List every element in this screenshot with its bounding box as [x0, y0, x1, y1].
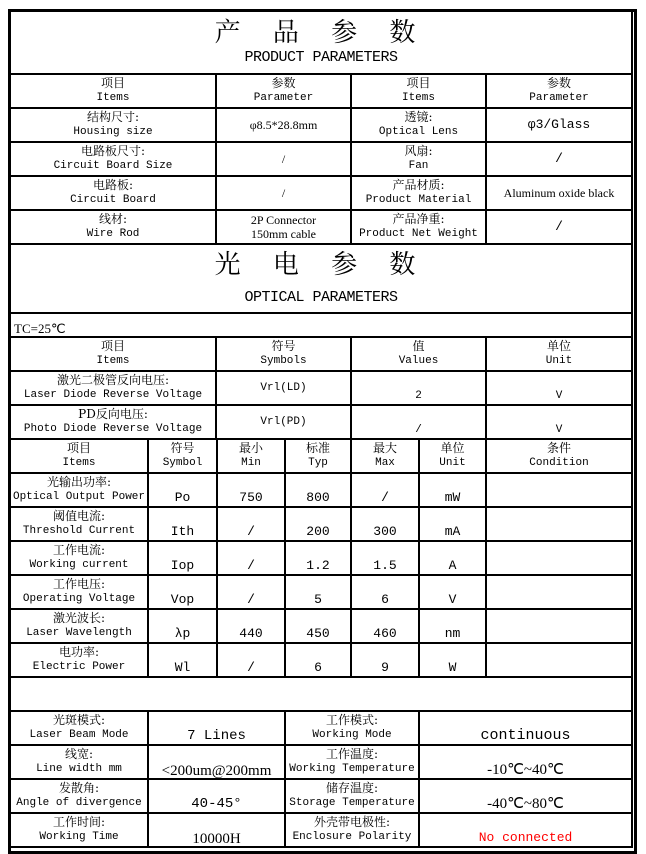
cell-text: 800: [306, 490, 330, 505]
cell-text: Values: [398, 355, 439, 367]
bottom-value: [420, 712, 633, 746]
reverse-voltage-item: [11, 372, 217, 406]
cell-text: 2: [415, 390, 422, 402]
cell-text: /: [247, 660, 255, 675]
product-header: [11, 75, 217, 109]
value: /: [281, 186, 286, 200]
value: No connected: [478, 830, 573, 845]
cell-text: 工作电流:: [52, 543, 106, 557]
test-condition: [11, 314, 633, 338]
value: φ8.5*28.8mm: [249, 118, 318, 132]
cell-text: Po: [174, 490, 191, 505]
cell-text: 激光波长:: [52, 611, 106, 625]
spec-max: [352, 610, 420, 644]
spec-typ: [286, 474, 352, 508]
cell-text: 最大: [372, 441, 397, 455]
cell-text: /: [247, 592, 255, 607]
blank-row: [11, 678, 633, 712]
cell-text: 电功率:: [58, 645, 100, 659]
cell-text: A: [448, 558, 457, 573]
cell-text: PD反向电压:: [78, 407, 148, 421]
bottom-value: [420, 780, 633, 814]
spec-max: [352, 508, 420, 542]
cell-text: 300: [373, 524, 397, 539]
spec-min: [218, 610, 286, 644]
cell-text: Electric Power: [32, 661, 126, 673]
cell-text: 工作电压:: [52, 577, 106, 591]
title-en: PRODUCT PARAMETERS: [244, 48, 398, 66]
cell-text: Unit: [439, 457, 466, 469]
product-value: [487, 143, 633, 177]
spec-item: [11, 644, 149, 678]
cell-text: 符号: [170, 441, 195, 455]
product-value: [217, 109, 352, 143]
header-cn: 项目: [100, 76, 125, 90]
spec-unit: [420, 508, 487, 542]
spec-header: [352, 440, 420, 474]
cell-text: Operating Voltage: [22, 593, 136, 605]
title-cn: 产 品 参 数: [214, 17, 428, 48]
cell-text: Product Material: [365, 194, 472, 206]
cell-text: Line width mm: [36, 763, 122, 775]
title-cn: 光 电 参 数: [214, 249, 428, 280]
spec-condition: [487, 610, 633, 644]
spec-header: [420, 440, 487, 474]
cell-text: Condition: [529, 457, 589, 469]
cell-text: Working Time: [39, 831, 119, 843]
cell-text: Items: [96, 355, 130, 367]
value: continuous: [480, 727, 571, 744]
cell-text: 值: [412, 339, 425, 353]
value: /: [281, 152, 286, 166]
bottom-item: [11, 814, 149, 848]
spec-min: [218, 576, 286, 610]
value: 10000H: [192, 831, 241, 847]
reverse-voltage-value: [352, 406, 487, 440]
cell-text: 440: [239, 626, 263, 641]
product-item: [352, 177, 487, 211]
condition: TC=25℃: [14, 321, 66, 336]
cell-text: Working Temperature: [289, 763, 415, 775]
cell-text: Optical Lens: [378, 126, 459, 138]
value: 2P Connector: [250, 213, 317, 227]
spec-min: [218, 474, 286, 508]
cell-text: Angle of divergence: [16, 797, 142, 809]
bottom-value: [149, 814, 286, 848]
bottom-value: [149, 746, 286, 780]
reverse-voltage-value: [352, 372, 487, 406]
cell-text: Laser Beam Mode: [29, 729, 129, 741]
spec-typ: [286, 644, 352, 678]
spec-symbol: [149, 508, 218, 542]
reverse-voltage-unit: [487, 372, 633, 406]
cell-text: Working current: [29, 559, 129, 571]
cell-text: 460: [373, 626, 397, 641]
product-item: [352, 211, 487, 245]
spec-item: [11, 542, 149, 576]
spec-max: [352, 542, 420, 576]
spec-header: [149, 440, 218, 474]
cell-text: Laser Wavelength: [26, 627, 132, 639]
spec-header: [218, 440, 286, 474]
cell-text: 储存温度:: [325, 781, 379, 795]
spec-unit: [420, 474, 487, 508]
spec-condition: [487, 474, 633, 508]
cell-text: Items: [62, 457, 96, 469]
header-cn: 参数: [546, 76, 571, 90]
spec-symbol: [149, 644, 218, 678]
value: φ3/Glass: [527, 117, 591, 132]
product-item: [352, 143, 487, 177]
spec-condition: [487, 576, 633, 610]
cell-text: /: [247, 558, 255, 573]
header-en: Parameter: [529, 92, 589, 104]
cell-text: Min: [241, 457, 261, 469]
cell-text: 200: [306, 524, 330, 539]
product-header: [217, 75, 352, 109]
cell-text: Symbol: [162, 457, 203, 469]
cell-text: mW: [444, 490, 461, 505]
spec-min: [218, 644, 286, 678]
cell-text: Vrl(LD): [260, 381, 307, 394]
product-item: [352, 109, 487, 143]
spec-item: [11, 610, 149, 644]
value: /: [555, 151, 563, 166]
bottom-value: [149, 712, 286, 746]
value: Aluminum oxide black: [503, 186, 615, 200]
spec-unit: [420, 576, 487, 610]
cell-text: 结构尺寸:: [86, 110, 140, 124]
spec-typ: [286, 610, 352, 644]
optical-header: [217, 338, 352, 372]
product-item: [11, 211, 217, 245]
cell-text: 电路板:: [92, 178, 134, 192]
cell-text: 单位: [440, 441, 465, 455]
product-value: [487, 109, 633, 143]
polarity-value: [420, 814, 633, 848]
cell-text: W: [448, 660, 457, 675]
cell-text: /: [381, 490, 389, 505]
cell-text: Circuit Board: [70, 194, 156, 206]
cell-text: 1.5: [373, 558, 397, 573]
cell-text: 阈值电流:: [52, 509, 106, 523]
spec-condition: [487, 542, 633, 576]
product-value: [487, 177, 633, 211]
cell-text: Symbols: [260, 355, 307, 367]
cell-text: Laser Diode Reverse Voltage: [23, 389, 203, 401]
spec-typ: [286, 576, 352, 610]
cell-text: Enclosure Polarity: [292, 831, 412, 843]
cell-text: Unit: [545, 355, 573, 367]
optical-header: [352, 338, 487, 372]
cell-text: 产品净重:: [392, 212, 445, 226]
cell-text: 工作温度:: [325, 747, 379, 761]
cell-text: Max: [375, 457, 395, 469]
cell-text: Fan: [408, 160, 429, 172]
spec-min: [218, 542, 286, 576]
cell-text: Ith: [170, 524, 195, 539]
optical-header: [11, 338, 217, 372]
spec-header: [487, 440, 633, 474]
cell-text: λp: [174, 626, 191, 641]
cell-text: 产品材质:: [392, 178, 445, 192]
value: -10℃~40℃: [487, 762, 564, 778]
cell-text: Housing size: [73, 126, 153, 138]
cell-text: 电路板尺寸:: [80, 144, 146, 158]
spec-symbol: [149, 576, 218, 610]
cell-text: 光输出功率:: [46, 475, 112, 489]
bottom-item: [286, 712, 420, 746]
spec-symbol: [149, 542, 218, 576]
cell-text: 6: [381, 592, 389, 607]
cell-text: /: [415, 424, 422, 436]
spec-unit: [420, 644, 487, 678]
optical-header: [487, 338, 633, 372]
header-en: Items: [96, 92, 130, 104]
spec-unit: [420, 610, 487, 644]
reverse-voltage-symbol: [217, 406, 352, 440]
cell-text: 发散角:: [58, 781, 100, 795]
title-en: OPTICAL PARAMETERS: [244, 288, 398, 306]
cell-text: 5: [314, 592, 322, 607]
spec-typ: [286, 508, 352, 542]
reverse-voltage-item: [11, 406, 217, 440]
reverse-voltage-symbol: [217, 372, 352, 406]
spec-typ: [286, 542, 352, 576]
spec-condition: [487, 508, 633, 542]
cell-text: 线宽:: [64, 747, 94, 761]
cell-text: 线材:: [98, 212, 128, 226]
cell-text: Product Net Weight: [359, 228, 478, 240]
value: <200um@200mm: [161, 763, 272, 779]
product-value: [487, 211, 633, 245]
bottom-item: [11, 712, 149, 746]
cell-text: Wire Rod: [86, 228, 140, 240]
cell-text: 透镜:: [404, 110, 433, 124]
reverse-voltage-unit: [487, 406, 633, 440]
value: /: [555, 219, 563, 234]
header-cn: 参数: [271, 76, 296, 90]
spec-header: [286, 440, 352, 474]
cell-text: 750: [239, 490, 263, 505]
spec-max: [352, 474, 420, 508]
bottom-item: [11, 780, 149, 814]
bottom-value: [149, 780, 286, 814]
spec-symbol: [149, 474, 218, 508]
value: 150mm cable: [251, 227, 316, 241]
cell-text: Wl: [174, 660, 191, 675]
spec-item: [11, 474, 149, 508]
cell-text: 激光二极管反向电压:: [56, 373, 170, 387]
spec-item: [11, 508, 149, 542]
bottom-item: [11, 746, 149, 780]
cell-text: Vrl(PD): [260, 415, 307, 428]
cell-text: Working Mode: [312, 729, 392, 741]
cell-text: 风扇:: [404, 144, 433, 158]
cell-text: Circuit Board Size: [53, 160, 173, 172]
header-en: Parameter: [253, 92, 314, 104]
spec-min: [218, 508, 286, 542]
optical-title: [11, 245, 633, 314]
cell-text: 最小: [238, 441, 263, 455]
cell-text: 工作时间:: [52, 815, 106, 829]
bottom-item: [286, 746, 420, 780]
spec-unit: [420, 542, 487, 576]
spec-max: [352, 644, 420, 678]
product-item: [11, 177, 217, 211]
spec-max: [352, 576, 420, 610]
value: 7 Lines: [187, 728, 246, 744]
product-item: [11, 143, 217, 177]
cell-text: 单位: [546, 339, 571, 353]
product-header: [352, 75, 487, 109]
header-cn: 项目: [406, 76, 431, 90]
cell-text: nm: [444, 626, 461, 641]
bottom-value: [420, 746, 633, 780]
cell-text: 标准: [305, 441, 330, 455]
cell-text: 450: [306, 626, 330, 641]
cell-text: Iop: [170, 558, 195, 573]
bottom-item: [286, 780, 420, 814]
cell-text: Vop: [170, 592, 195, 607]
cell-text: Photo Diode Reverse Voltage: [23, 423, 203, 435]
cell-text: 工作模式:: [325, 713, 379, 727]
cell-text: Typ: [308, 457, 328, 469]
cell-text: 光斑模式:: [52, 713, 106, 727]
cell-text: Optical Output Power: [12, 491, 146, 503]
header-en: Items: [401, 92, 435, 104]
cell-text: V: [555, 390, 563, 402]
cell-text: 符号: [271, 339, 296, 353]
product-value: [217, 211, 352, 245]
cell-text: 9: [381, 660, 389, 675]
value: 40-45°: [191, 796, 242, 812]
spec-item: [11, 576, 149, 610]
cell-text: V: [555, 424, 563, 436]
product-title: [11, 12, 633, 75]
bottom-item: [286, 814, 420, 848]
cell-text: 项目: [100, 339, 125, 353]
spec-condition: [487, 644, 633, 678]
value: -40℃~80℃: [487, 796, 564, 812]
cell-text: Storage Temperature: [289, 797, 415, 809]
product-value: [217, 143, 352, 177]
spec-symbol: [149, 610, 218, 644]
cell-text: 项目: [66, 441, 91, 455]
product-header: [487, 75, 633, 109]
cell-text: 1.2: [306, 558, 330, 573]
product-item: [11, 109, 217, 143]
cell-text: /: [247, 524, 255, 539]
cell-text: mA: [444, 524, 461, 539]
cell-text: Threshold Current: [22, 525, 136, 537]
product-value: [217, 177, 352, 211]
cell-text: V: [448, 592, 457, 607]
cell-text: 外壳带电极性:: [313, 815, 391, 829]
spec-header: [11, 440, 149, 474]
cell-text: 6: [314, 660, 322, 675]
cell-text: 条件: [546, 441, 571, 455]
